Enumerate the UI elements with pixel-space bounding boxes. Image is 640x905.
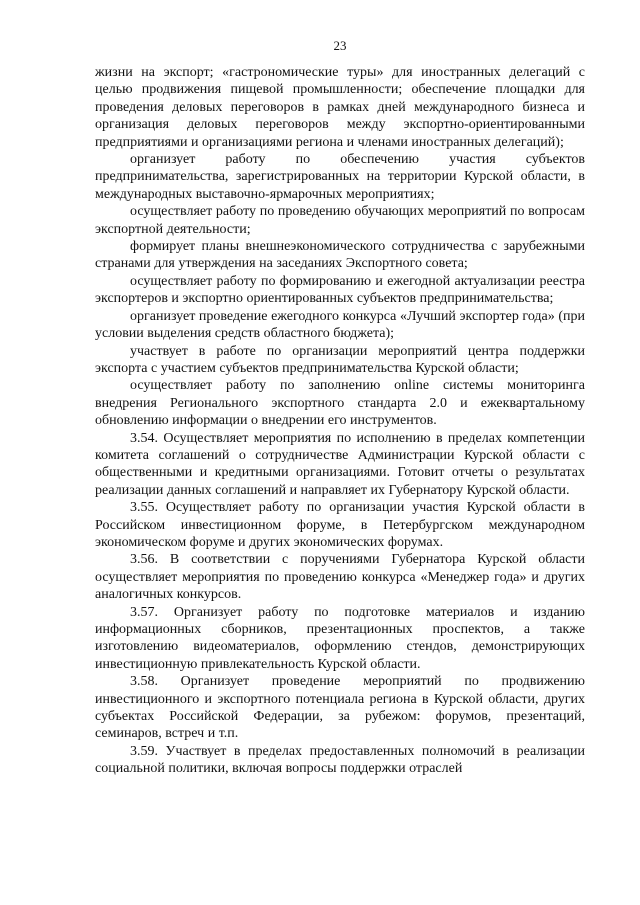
paragraph: осуществляет работу по проведению обучающих мероприятий по вопросам экспортной деятельности; xyxy=(95,204,585,237)
paragraph: организует проведение ежегодного конкурса «Лучший экспортер года» (при условии выделения средств областного бюджета); xyxy=(95,308,585,342)
paragraph: 3.58. Организует проведение мероприятий по продвижению инвестиционного и экспортного потенциала региона в Курской области, других субъектах Российской Федерации, за рубежом: форумов, презентаций, семинаров, встреч и т.п. xyxy=(95,674,585,742)
page-number: 23 xyxy=(333,38,347,53)
paragraph: 3.55. Осуществляет работу по организации участия Курской области в Российском инвестиционном форуме, в Петербургском международном экономическом форуме и других экономических форумах. xyxy=(95,500,585,550)
paragraph: осуществляет работу по заполнению online системы мониторинга внедрения Регионального экспортного стандарта 2.0 и ежеквартальному обновлению информации о внедрении его инструментов. xyxy=(95,378,585,429)
paragraph: 3.57. Организует работу по подготовке материалов и изданию информационных сборников, презентационных проспектов, а также изготовлению видеоматериалов, оформлению стендов, демонстрирующих инвестиционную привлекательность Курской области. xyxy=(95,604,585,672)
document-body xyxy=(95,64,585,778)
paragraph: 3.54. Осуществляет мероприятия по исполнению в пределах компетенции комитета соглашений о сотрудничестве Администрации Курской области с общественными и кредитными организациями. Готовит отчеты о результатах реализации данных соглашений и направляет их Губернатору Курской области. xyxy=(95,430,585,498)
document-page xyxy=(95,38,585,778)
paragraph: участвует в работе по организации мероприятий центра поддержки экспорта с участием субъектов предпринимательства Курской области; xyxy=(95,343,585,376)
paragraph: 3.59. Участвует в пределах предоставленных полномочий в реализации социальной политики, включая вопросы поддержки отраслей xyxy=(95,743,585,777)
paragraph: жизни на экспорт; «гастрономические туры» для иностранных делегаций с целью продвижения пищевой промышленности; обеспечение площадки для проведения деловых переговоров в рамках дней международного бизнеса и организация деловых переговоров между экспортно-ориентированными предприятиями и организациями региона и членами иностранных делегаций); xyxy=(95,65,585,150)
paragraph: 3.56. В соответствии с поручениями Губернатора Курской области осуществляет мероприятия по проведению конкурса «Менеджер года» и других аналогичных конкурсов. xyxy=(95,552,585,603)
paragraph: осуществляет работу по формированию и ежегодной актуализации реестра экспортеров и экспортно ориентированных субъектов предпринимательства; xyxy=(95,273,585,307)
paragraph: организует работу по обеспечению участия субъектов предпринимательства, зарегистрированных на территории Курской области, в международных выставочно-ярмарочных мероприятиях; xyxy=(95,152,585,202)
paragraph: формирует планы внешнеэкономического сотрудничества с зарубежными странами для утверждения на заседаниях Экспортного совета; xyxy=(95,239,585,272)
